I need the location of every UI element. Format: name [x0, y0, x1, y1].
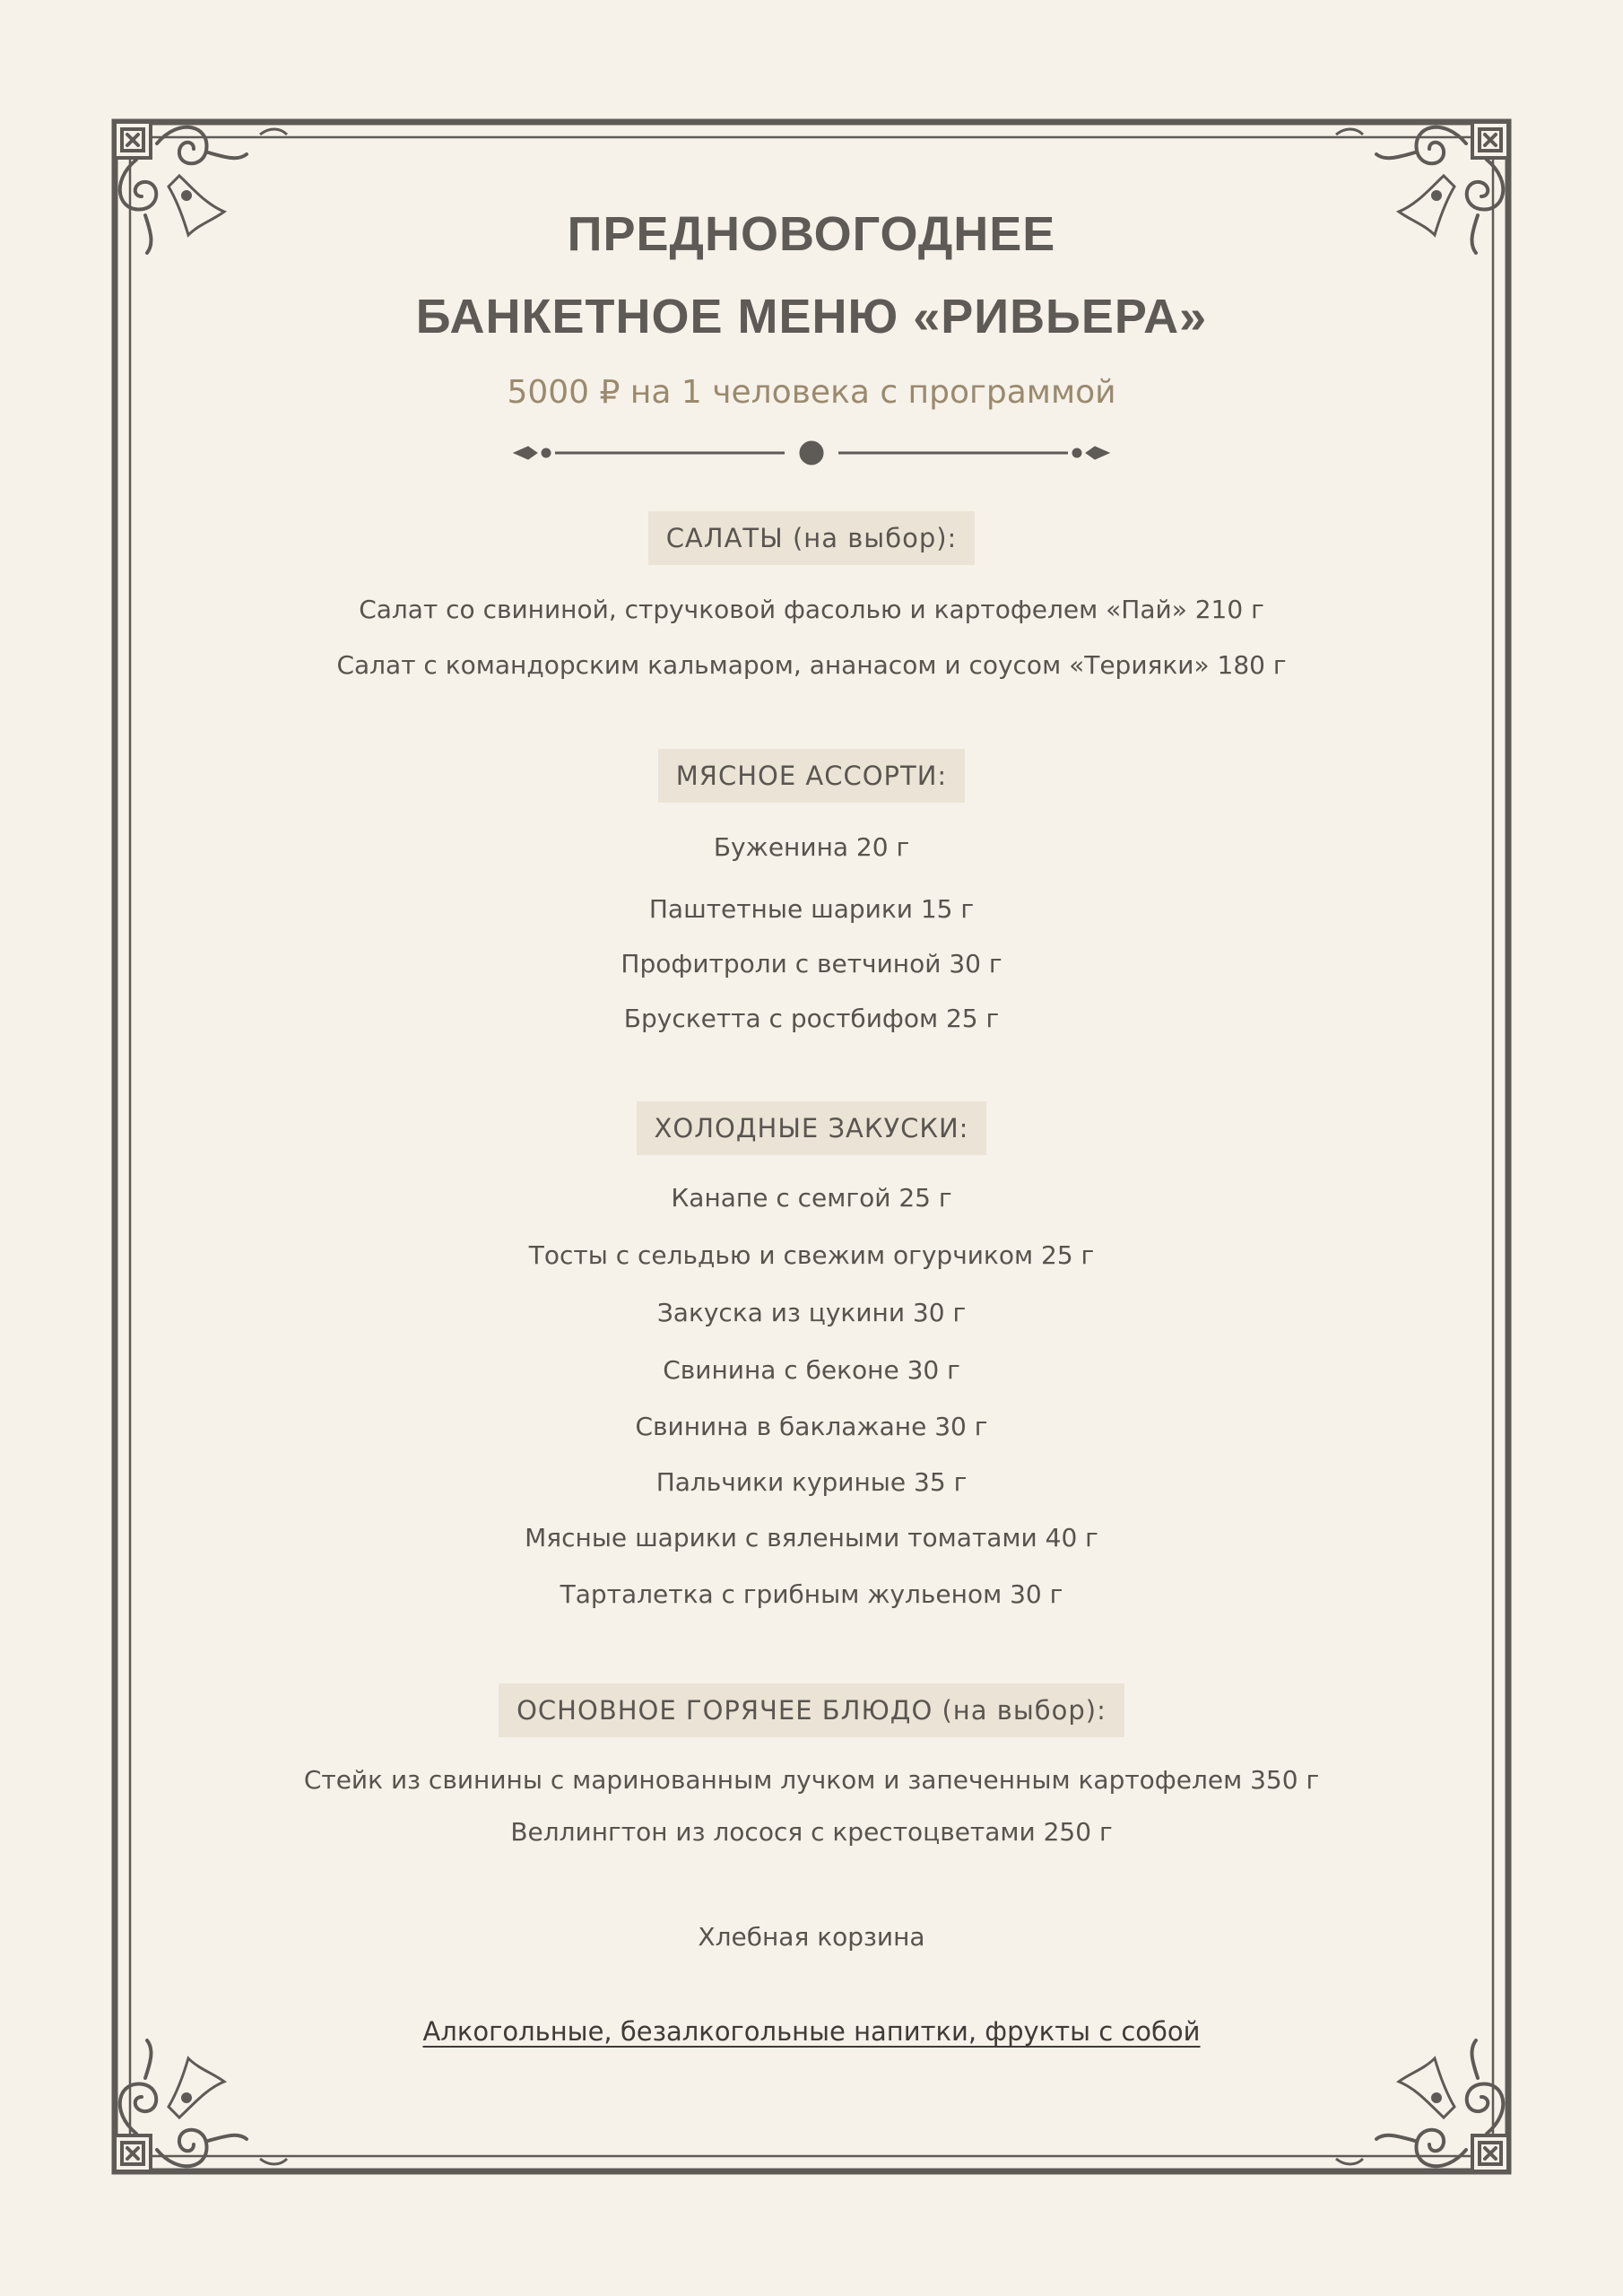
list-item — [215, 1298, 1408, 1327]
menu-item: Салат с командорским кальмаром, ананасом и соусом «Терияки» 180 г — [336, 650, 1287, 680]
list-item — [215, 595, 1408, 624]
list-item — [215, 832, 1408, 862]
list-item — [215, 1355, 1408, 1385]
list-item — [215, 1240, 1408, 1270]
section-heading: ОСНОВНОЕ ГОРЯЧЕЕ БЛЮДО (на выбор): — [499, 1683, 1124, 1737]
list-item — [215, 1467, 1408, 1497]
menu-item: Буженина 20 г — [713, 832, 910, 862]
section-heading: ХОЛОДНЫЕ ЗАКУСКИ: — [637, 1101, 987, 1155]
menu-item: Мясные шарики с вялеными томатами 40 г — [525, 1523, 1098, 1552]
list-item — [215, 1004, 1408, 1033]
list-item — [215, 1412, 1408, 1441]
section-meat-platter — [215, 749, 1408, 803]
bread-basket — [215, 1922, 1408, 1952]
menu-item: Хлебная корзина — [698, 1922, 925, 1952]
section-cold-appetizers — [215, 1101, 1408, 1155]
menu-item: Стейк из свинины с маринованным лучком и запеченным картофелем 350 г — [303, 1765, 1320, 1795]
section-main-hot-dish — [215, 1683, 1408, 1737]
drinks-note-link[interactable]: Алкогольные, безалкогольные напитки, фрукты с собой — [422, 2016, 1201, 2047]
list-item — [215, 949, 1408, 978]
list-item — [215, 1183, 1408, 1213]
list-item — [215, 894, 1408, 924]
menu-item: Тарталетка с грибным жульеном 30 г — [560, 1579, 1063, 1609]
menu-item: Профитроли с ветчиной 30 г — [621, 949, 1002, 978]
menu-item: Салат со свининой, стручковой фасолью и картофелем «Пай» 210 г — [359, 595, 1264, 624]
section-heading: МЯСНОЕ АССОРТИ: — [658, 749, 965, 803]
price-subtitle: 5000 ₽ на 1 человека с программой — [507, 374, 1116, 411]
menu-item: Закуска из цукини 30 г — [656, 1298, 967, 1327]
menu-item: Паштетные шарики 15 г — [648, 894, 975, 924]
list-item — [215, 1523, 1408, 1552]
menu-item: Канапе с семгой 25 г — [671, 1183, 952, 1213]
menu-item: Свинина с беконе 30 г — [663, 1355, 960, 1385]
ornamental-divider — [507, 435, 1116, 471]
section-heading: САЛАТЫ (на выбор): — [648, 511, 976, 565]
menu-item: Веллингтон из лосося с крестоцветами 250 г — [510, 1817, 1113, 1847]
list-item — [215, 1765, 1408, 1795]
menu-item: Тосты с сельдью и свежим огурчиком 25 г — [528, 1240, 1095, 1270]
menu-content — [215, 193, 1408, 2047]
menu-item: Свинина в баклажане 30 г — [635, 1412, 988, 1441]
menu-title — [215, 193, 1408, 358]
menu-title-line2: БАНКЕТНОЕ МЕНЮ «РИВЬЕРА» — [415, 290, 1208, 344]
menu-title-line1: ПРЕДНОВОГОДНЕЕ — [567, 207, 1056, 261]
menu-item: Брускетта с ростбифом 25 г — [623, 1004, 1000, 1033]
list-item — [215, 650, 1408, 680]
section-salads — [215, 511, 1408, 565]
list-item — [215, 1579, 1408, 1609]
menu-item: Пальчики куриные 35 г — [655, 1467, 968, 1497]
list-item — [215, 1817, 1408, 1847]
